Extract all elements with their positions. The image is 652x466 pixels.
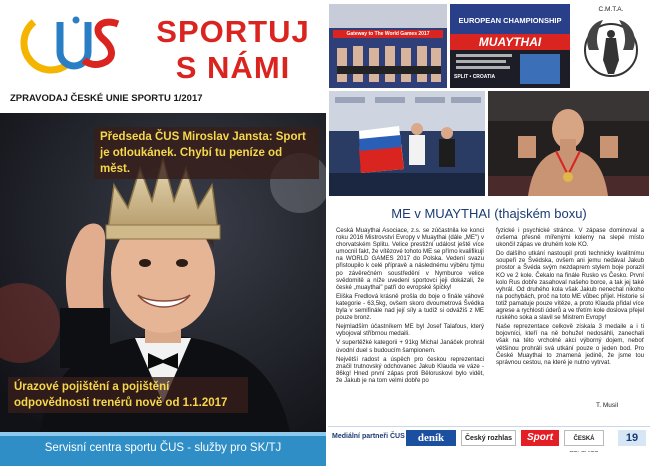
article-author: T. Musil <box>596 402 619 409</box>
cmta-label: C.M.T.A. <box>598 6 624 13</box>
wmf-poster-illustration <box>329 4 447 88</box>
article-column-2 <box>496 227 644 413</box>
page-number: 19 <box>618 430 646 446</box>
partner-ceska-televize-logo[interactable]: ČESKÁ <box>564 430 604 446</box>
cover-footer-bar <box>0 432 326 466</box>
podium-photo <box>329 91 485 196</box>
article-paragraph: Eliška Fredlová krásně prošla do boje o finále váhové kategorie - 63,5kg, ovšem skoro dvoumetrová Švédka byla v semifinále nad její síly a tudíž si odvážíš z ME pouze bronz. <box>336 292 484 322</box>
article-paragraph: Česká Muaythai Asociace, z.s. se zúčastnila ke konci roku 2016 Mistrovství Evropy v Muaythai (dále „ME") v chorvatském Splitu. Velice prestižní událost ještě více umocnil fakt, že vítězové tohoto ME se přímo kvalifikují na WORLD GAMES 2017 do Polska. Vedení svazu přistoupilo k celé přípravě a následnému výběru týmu po závěrečném soustředění v Nymburce velice svědomitě a níže uvedení sportovci jeji dokázali, že české „muaythai" patří do evropské špičky! <box>336 227 484 291</box>
cus-logo <box>20 14 132 84</box>
cover-headline-bottom[interactable]: Úrazové pojištění a pojištění odpovědnosti trenérů nově od 1.1.2017 <box>8 377 248 413</box>
championship-poster-place: SPLIT • CROATIA <box>454 74 496 80</box>
article-paragraph: Do dalšího utkání nastoupil proti technicky kvalitnímu soupeři ze Švédska, ovšem ani jemu nedával Jakub prostor a Švéda svým nezdaprem stylem boje porazil KO ve 2 kole. Čekalo na finále Rusko vs Česko. První kolo Rus dobře zasahoval našeho borce, a tak jej také vyhrál. Od druhého kola však Jakub nenechal nikoho na pochybách, proč na toto ME vůbec přijel. Historie si totiž pamatuje pouze vítěze, a proto Klauda přidal více agrese a rychlosti úderů a ve třetím kole doslova přejel ruského soka a slavil se Mistrem Evropy! <box>496 250 644 322</box>
boxer-photo-illustration <box>488 91 649 196</box>
article-page <box>326 0 652 466</box>
partner-denik-logo[interactable]: deník <box>406 430 456 446</box>
partner-sport-logo[interactable]: Sport <box>521 430 559 446</box>
cover-headline-top[interactable]: Předseda ČUS Miroslav Jansta: Sport je otloukánek. Chybí tu peníze od měst. <box>94 127 319 179</box>
championship-poster-title: EUROPEAN CHAMPIONSHIP <box>458 16 562 25</box>
media-partners-label: Mediální partneři ČUS <box>332 433 405 440</box>
article-paragraph: fyzické i psychické stránce. V zápase dominoval a ovšema přesně mířenými kolemy na slepé místo ukončil zápas ve druhém kole KO. <box>496 227 644 249</box>
wmf-poster-caption: Gateway to The World Games 2017 <box>346 31 430 37</box>
article-paragraph: Naše reprezentace celkově získala 3 medaile a i ti bojovníci, kteří na ně bohužel nedosáhli, zanechali však na této vrcholné akci výborný dojem, neboť většinou prohráli svá utkání pouze o jeden bod. Pro České Muaythai to znamená jedině, že jsme tou správnou cestou, na které je nutno vytrvat. <box>496 323 644 366</box>
wmf-poster-image <box>329 4 447 88</box>
european-championship-poster <box>450 4 570 88</box>
article-paragraph: Největší radost a úspěch pro českou reprezentaci značil trutnovský odchovanec Jakub Klauda ve váze - 86kg! Hned první zápas proti Běloruskovi bylo vidět, že Jakub je na tom velmi dobře po <box>336 355 484 384</box>
article-column-1 <box>336 227 484 413</box>
partner-cesky-rozhlas-logo[interactable]: Český rozhlas <box>461 430 516 446</box>
boxer-medal-photo <box>488 91 649 196</box>
media-partners-bar <box>328 426 650 448</box>
podium-photo-illustration <box>329 91 485 196</box>
article-paragraph: V supertěžké kategorii + 91kg Michal Janáček prohrál úvodní duel s budoucím šampionem. <box>336 339 484 354</box>
cover-footer-text[interactable]: Servisní centra sportu ČUS - služby pro SK/TJ <box>44 442 282 454</box>
article-title: ME v MUAYTHAI (thajském boxu) <box>391 206 587 221</box>
cmta-emblem-illustration <box>573 4 649 88</box>
cmta-emblem <box>573 4 649 88</box>
article-paragraph: Nejmladším účastníkem ME byl Josef Talafous, který vybojoval stříbrnou medaili. <box>336 323 484 338</box>
cover-masthead <box>0 0 326 113</box>
cover-footer-stripe <box>0 432 326 436</box>
championship-poster-sport: MUAYTHAI <box>478 35 542 49</box>
cover-title-line-2: S NÁMI <box>175 50 291 85</box>
page-bottom-margin <box>326 452 652 466</box>
cover-title-line-1: SPORTUJ <box>156 14 310 49</box>
cover-subtitle: ZPRAVODAJ ČESKÉ UNIE SPORTU 1/2017 <box>10 93 203 104</box>
cus-logo-graphic <box>20 14 132 84</box>
